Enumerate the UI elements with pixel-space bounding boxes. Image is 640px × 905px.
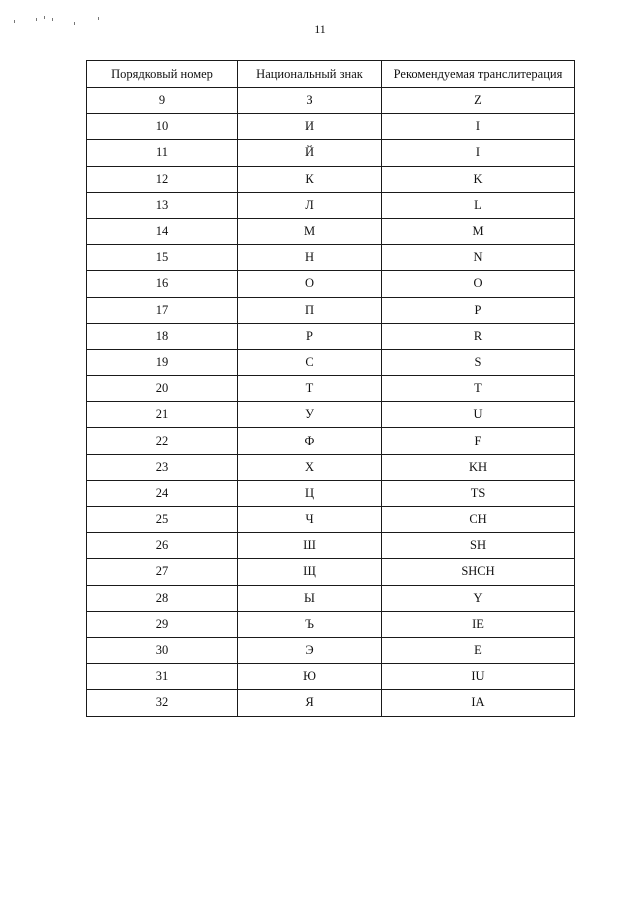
cell-serial-number: 23 <box>87 454 238 480</box>
cell-transliteration: U <box>382 402 575 428</box>
table-row <box>87 376 575 402</box>
cell-national-character: З <box>238 88 382 114</box>
cell-national-character: М <box>238 218 382 244</box>
cell-serial-number: 16 <box>87 271 238 297</box>
cell-transliteration: I <box>382 140 575 166</box>
cell-transliteration: F <box>382 428 575 454</box>
cell-serial-number: 27 <box>87 559 238 585</box>
table-row <box>87 559 575 585</box>
cell-national-character: Л <box>238 192 382 218</box>
cell-national-character: Р <box>238 323 382 349</box>
header-national-character: Национальный знак <box>238 61 382 88</box>
cell-serial-number: 22 <box>87 428 238 454</box>
cell-transliteration: IA <box>382 690 575 716</box>
table-row <box>87 637 575 663</box>
cell-national-character: Я <box>238 690 382 716</box>
cell-national-character: Щ <box>238 559 382 585</box>
cell-national-character: Ш <box>238 533 382 559</box>
table-row <box>87 297 575 323</box>
cell-national-character: П <box>238 297 382 323</box>
cell-serial-number: 19 <box>87 349 238 375</box>
table-row <box>87 166 575 192</box>
table-row <box>87 114 575 140</box>
cell-national-character: Х <box>238 454 382 480</box>
cell-national-character: Н <box>238 245 382 271</box>
table-row <box>87 664 575 690</box>
cell-transliteration: P <box>382 297 575 323</box>
cell-transliteration: IU <box>382 664 575 690</box>
table-row <box>87 480 575 506</box>
table-row <box>87 611 575 637</box>
cell-transliteration: Y <box>382 585 575 611</box>
table-row <box>87 402 575 428</box>
cell-national-character: Ч <box>238 507 382 533</box>
cell-serial-number: 32 <box>87 690 238 716</box>
cell-national-character: О <box>238 271 382 297</box>
transliteration-table <box>86 60 575 717</box>
cell-transliteration: SH <box>382 533 575 559</box>
cell-transliteration: M <box>382 218 575 244</box>
table-row <box>87 271 575 297</box>
cell-national-character: У <box>238 402 382 428</box>
cell-national-character: Т <box>238 376 382 402</box>
cell-national-character: И <box>238 114 382 140</box>
table-row <box>87 428 575 454</box>
cell-transliteration: TS <box>382 480 575 506</box>
cell-serial-number: 24 <box>87 480 238 506</box>
cell-serial-number: 11 <box>87 140 238 166</box>
cell-national-character: Ъ <box>238 611 382 637</box>
cell-national-character: Э <box>238 637 382 663</box>
cell-serial-number: 30 <box>87 637 238 663</box>
cell-transliteration: SHCH <box>382 559 575 585</box>
cell-transliteration: T <box>382 376 575 402</box>
cell-serial-number: 12 <box>87 166 238 192</box>
cell-transliteration: N <box>382 245 575 271</box>
cell-transliteration: S <box>382 349 575 375</box>
cell-transliteration: I <box>382 114 575 140</box>
cell-national-character: Ф <box>238 428 382 454</box>
table-header-row <box>87 61 575 88</box>
cell-serial-number: 28 <box>87 585 238 611</box>
table-row <box>87 88 575 114</box>
table-row <box>87 690 575 716</box>
cell-transliteration: KH <box>382 454 575 480</box>
cell-serial-number: 25 <box>87 507 238 533</box>
cell-national-character: Й <box>238 140 382 166</box>
cell-transliteration: CH <box>382 507 575 533</box>
table-row <box>87 533 575 559</box>
cell-transliteration: K <box>382 166 575 192</box>
cell-transliteration: O <box>382 271 575 297</box>
cell-transliteration: E <box>382 637 575 663</box>
table-row <box>87 192 575 218</box>
cell-national-character: Ы <box>238 585 382 611</box>
cell-serial-number: 14 <box>87 218 238 244</box>
cell-transliteration: L <box>382 192 575 218</box>
cell-serial-number: 10 <box>87 114 238 140</box>
cell-serial-number: 26 <box>87 533 238 559</box>
table-row <box>87 585 575 611</box>
cell-serial-number: 15 <box>87 245 238 271</box>
cell-serial-number: 9 <box>87 88 238 114</box>
cell-national-character: Ю <box>238 664 382 690</box>
page-number: 11 <box>314 22 326 36</box>
cell-national-character: К <box>238 166 382 192</box>
cell-serial-number: 18 <box>87 323 238 349</box>
table-row <box>87 218 575 244</box>
cell-national-character: С <box>238 349 382 375</box>
cell-transliteration: Z <box>382 88 575 114</box>
cell-serial-number: 21 <box>87 402 238 428</box>
table-row <box>87 323 575 349</box>
cell-national-character: Ц <box>238 480 382 506</box>
cell-serial-number: 13 <box>87 192 238 218</box>
cell-transliteration: IE <box>382 611 575 637</box>
table-row <box>87 349 575 375</box>
table-row <box>87 140 575 166</box>
table-row <box>87 507 575 533</box>
header-serial-number: Порядковый номер <box>87 61 238 88</box>
cell-serial-number: 20 <box>87 376 238 402</box>
cell-serial-number: 31 <box>87 664 238 690</box>
cell-serial-number: 17 <box>87 297 238 323</box>
table-row <box>87 454 575 480</box>
cell-serial-number: 29 <box>87 611 238 637</box>
header-recommended-transliteration: Рекомендуемая транслитерация <box>382 61 575 88</box>
cell-transliteration: R <box>382 323 575 349</box>
table-row <box>87 245 575 271</box>
